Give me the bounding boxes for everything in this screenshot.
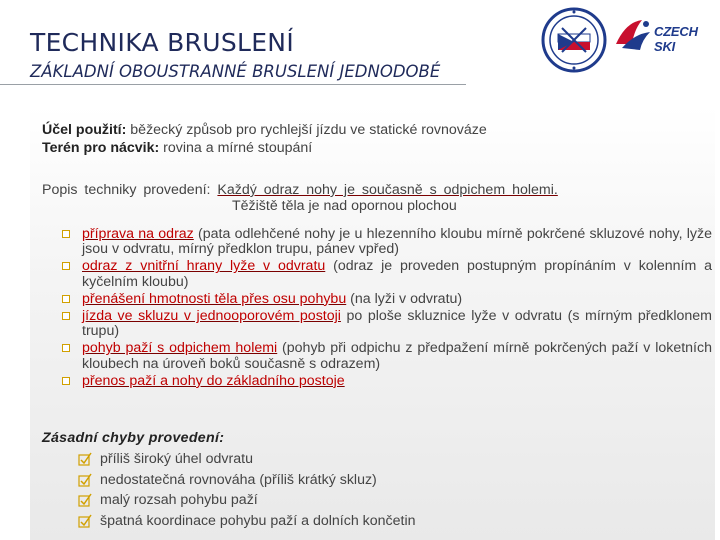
terrain-value: rovina a mírné stoupání (163, 140, 313, 156)
square-bullet-icon (62, 295, 70, 303)
page-subtitle: ZÁKLADNÍ OBOUSTRANNÉ BRUSLENÍ JEDNODOBÉ (30, 62, 441, 81)
step-detail: (odraz je proveden postupným propínáním v kolenním a kyčelním kloubu) (82, 258, 712, 290)
step-highlight: jízda ve skluzu v jednooporovém postoji (82, 308, 341, 325)
checkbox-check-icon (78, 473, 92, 487)
technique-lead: Každý odraz nohy je současně s odpichem holemi. (217, 182, 558, 198)
list-item (100, 470, 416, 491)
error-text: malý rozsah pohybu paží (100, 492, 258, 508)
purpose-value: běžecký způsob pro rychlejší jízdu ve statické rovnováze (130, 122, 487, 138)
list-item (82, 309, 712, 339)
step-highlight: pohyb paží s odpichem holemi (82, 340, 278, 357)
header-divider (0, 84, 466, 85)
errors-list (100, 449, 416, 531)
list-item (82, 374, 712, 389)
technique-label: Popis techniky provedení: (42, 182, 211, 198)
step-highlight: přenos paží a nohy do základního postoje (82, 372, 345, 389)
checkbox-check-icon (78, 514, 92, 528)
step-highlight: přenášení hmotnosti těla přes osu pohybu (82, 290, 347, 307)
step-highlight: příprava na odraz (82, 226, 194, 242)
terrain-label: Terén pro nácvik: (42, 140, 160, 156)
list-item (100, 449, 416, 470)
list-item (82, 341, 712, 371)
list-item (100, 490, 416, 511)
step-detail: (na lyži v odvratu) (346, 290, 463, 307)
terrain-line (42, 140, 312, 157)
technique-lead-line2: Těžiště těla je nad opornou plochou (232, 198, 457, 214)
list-item (82, 227, 712, 257)
list-item (82, 259, 712, 289)
technique-heading (42, 182, 712, 199)
square-bullet-icon (62, 377, 70, 385)
list-item (100, 511, 416, 532)
svaz-lyzaru-logo (540, 6, 608, 74)
errors-heading: Zásadní chyby provedení: (42, 430, 225, 446)
list-item (82, 292, 712, 307)
error-text: nedostatečná rovnováha (příliš krátký skluz) (100, 471, 377, 488)
square-bullet-icon (62, 262, 70, 270)
purpose-line (42, 122, 487, 139)
purpose-label: Účel použití: (42, 122, 127, 138)
checkbox-check-icon (78, 452, 92, 466)
square-bullet-icon (62, 312, 70, 320)
step-detail: (pohyb při odpichu z předpažení mírně pokrčených paží v loketních kloubech na úroveň boků současně s odrazem) (82, 340, 712, 372)
error-text: příliš široký úhel odvratu (100, 451, 253, 467)
square-bullet-icon (62, 344, 70, 352)
step-detail: po ploše skluznice lyže v odvratu (s mírným předklonem trupu) (82, 308, 712, 340)
step-highlight: odraz z vnitřní hrany lyže v odvratu (82, 258, 326, 275)
square-bullet-icon (62, 230, 70, 238)
step-detail: (pata odlehčené nohy je u hlezenního kloubu mírně pokrčené skluzové nohy, lyže jsou v odvratu, mírný předklon trupu, pánev vpřed) (82, 226, 712, 258)
error-text: špatná koordinace pohybu paží a dolních končetin (100, 512, 416, 529)
czech-ski-wordmark: CZECH SKI (654, 24, 698, 54)
checkbox-check-icon (78, 493, 92, 507)
technique-steps-list (82, 227, 712, 391)
page-title: TECHNIKA BRUSLENÍ (30, 28, 294, 57)
